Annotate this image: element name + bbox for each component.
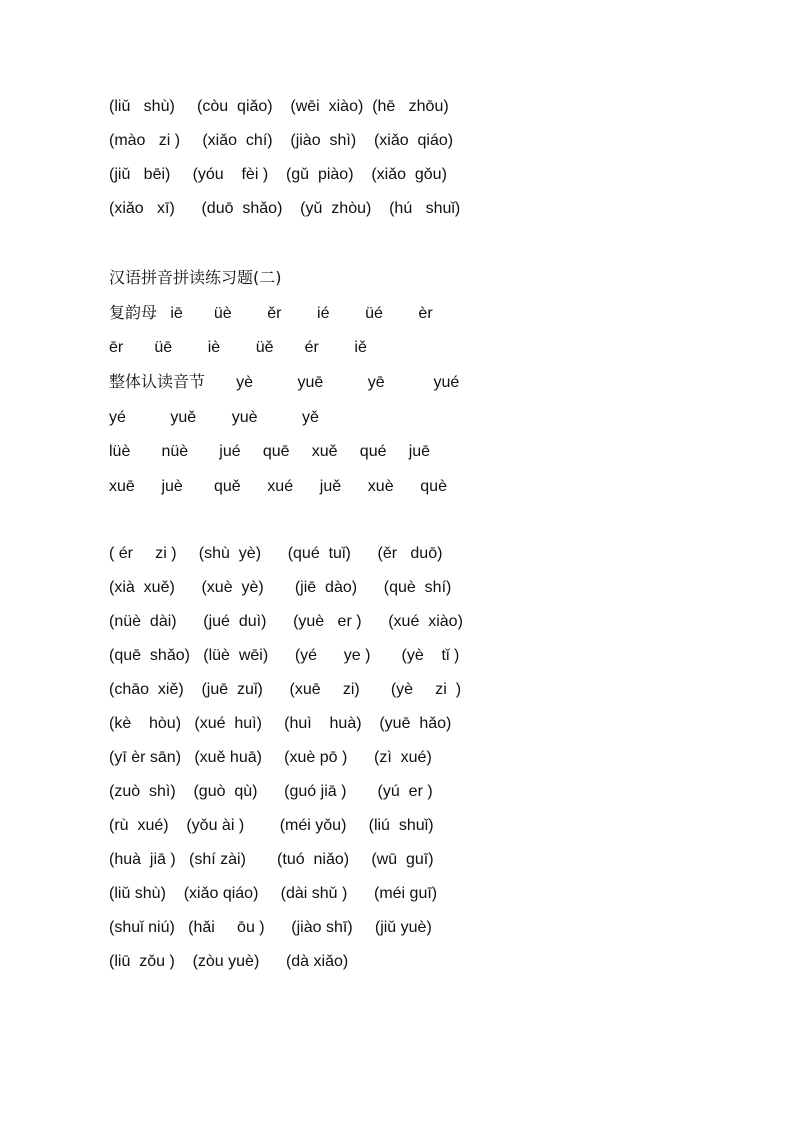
pinyin-line: (chāo xiě) (juē zuǐ) (xuē zi) (yè zi ) bbox=[109, 681, 462, 698]
pinyin-line: (nüè dài) (jué duì) (yuè er ) (xué xiào) bbox=[109, 613, 463, 630]
pinyin-line: ( ér zi ) (shù yè) (qué tuǐ) (ěr duō) bbox=[109, 545, 443, 562]
finals-line: yé yuě yuè yě bbox=[109, 409, 319, 426]
pinyin-line: (liǔ shù) (xiǎo qiáo) (dài shǔ ) (méi guī) bbox=[109, 885, 438, 902]
pinyin-line: (rù xué) (yǒu ài ) (méi yǒu) (liú shuǐ) bbox=[109, 817, 434, 834]
pinyin-line: (mào zi ) (xiǎo chí) (jiào shì) (xiǎo qiáo) bbox=[109, 132, 454, 149]
pinyin-line: (liū zǒu ) (zòu yuè) (dà xiǎo) bbox=[109, 953, 349, 970]
pinyin-line: (liǔ shù) (còu qiǎo) (wēi xiào) (hē zhōu) bbox=[109, 98, 449, 115]
section-title: 汉语拼音拼读练习题(二) bbox=[109, 268, 282, 287]
finals-line: 整体认读音节 yè yuē yē yué bbox=[109, 374, 460, 391]
pinyin-line: (xiǎo xī) (duō shǎo) (yǔ zhòu) (hú shuǐ) bbox=[109, 200, 461, 217]
finals-line: xuē juè quě xué juě xuè què bbox=[109, 478, 447, 495]
finals-line: ēr üē iè üě ér iě bbox=[109, 339, 367, 356]
pinyin-line: (shuǐ niú) (hǎi ōu ) (jiào shī) (jiǔ yuè) bbox=[109, 919, 432, 936]
pinyin-line: (jiǔ bēi) (yóu fèi ) (gǔ piào) (xiǎo gǒu) bbox=[109, 166, 447, 183]
finals-line: lüè nüè jué quē xuě qué juē bbox=[109, 443, 431, 460]
pinyin-line: (yī èr sān) (xuě huā) (xuè pō ) (zì xué) bbox=[109, 749, 432, 766]
pinyin-line: (kè hòu) (xué huì) (huì huà) (yuē hǎo) bbox=[109, 715, 452, 732]
finals-line: 复韵母 iē üè ěr ié üé èr bbox=[109, 305, 433, 322]
pinyin-line: (huà jiā ) (shí zài) (tuó niǎo) (wū guī) bbox=[109, 851, 434, 868]
pinyin-line: (xià xuě) (xuè yè) (jiē dào) (què shí) bbox=[109, 579, 452, 596]
pinyin-line: (zuò shì) (guò qù) (guó jiā ) (yú er ) bbox=[109, 783, 433, 800]
pinyin-line: (quē shǎo) (lüè wēi) (yé ye ) (yè tǐ ) bbox=[109, 647, 460, 664]
